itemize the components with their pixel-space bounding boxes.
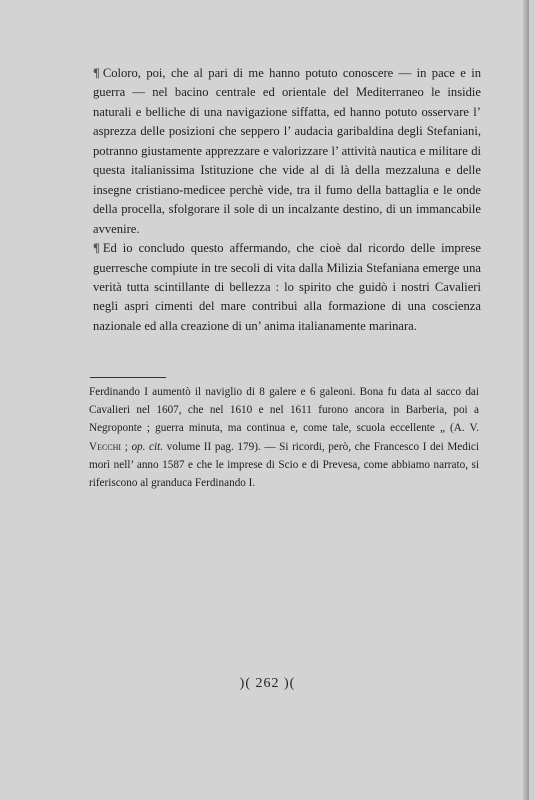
- footnote-author: Vecchi: [89, 440, 122, 453]
- footnote-rule: [90, 377, 166, 378]
- paragraph-2-text: Ed io concludo questo affermando, che cioè dal ricordo delle imprese guerresche compiute in tre secoli di vita dalla Milizia Stefaniana emerge una verità tutta scintillante di bellezza : lo spirito che guidò i nostri Cavalieri negli aspri cimenti del mare contribuì alla formazione di una coscienza nazionale ed alla creazione di un’ anima italianamente marinara.: [93, 241, 481, 333]
- paragraph-1: [93, 64, 481, 239]
- main-text: [93, 64, 481, 336]
- page-number-value: 262: [255, 676, 280, 691]
- pilcrow-icon: ¶: [93, 66, 100, 80]
- paragraph-2: [93, 239, 481, 336]
- footnote-text: [89, 383, 479, 492]
- footnote-text-after: volume II pag. 179). — Si ricordi, però, che Francesco I dei Medici morì nell’ anno 1587 e che le imprese di Scio e di Prevesa, come abbiamo narrato, si riferiscono al granduca Ferdinando I.: [89, 440, 480, 490]
- footnote-op-cit: op. cit.: [131, 440, 164, 453]
- footnote: [89, 383, 479, 492]
- paragraph-1-text: Coloro, poi, che al pari di me hanno potuto conoscere — in pace e in guerra — nel bacino centrale ed orientale del Mediterraneo le insidie naturali e belliche di una navigazione siffatta, ed hanno potuto osservare l’ asprezza delle posizioni che seppero l’ audacia garibaldina degli Stefaniani, potranno giustamente apprezzare e valorizzare l’ attività nautica e militare di questa italianissima Istituzione che vide al di là della mezzaluna e delle insegne cristiano-medicee perchè vide, tra il fumo della battaglia e le onde della procella, sfolgorare il sole di un incalzante destino, di un immancabile avvenire.: [93, 66, 481, 236]
- footnote-text-before: Ferdinando I aumentò il naviglio di 8 galere e 6 galeoni. Bona fu data al sacco dai Cavalieri nel 1607, che nel 1610 e nel 1611 furono ancora in Barberia, poi a Negroponte ; guerra minuta, ma continua e, come tale, scuola eccellente „ (A. V.: [89, 386, 479, 435]
- pilcrow-icon: ¶: [93, 241, 100, 256]
- page-number: )( 262 )(: [239, 676, 296, 691]
- footnote-separator: ;: [121, 440, 132, 453]
